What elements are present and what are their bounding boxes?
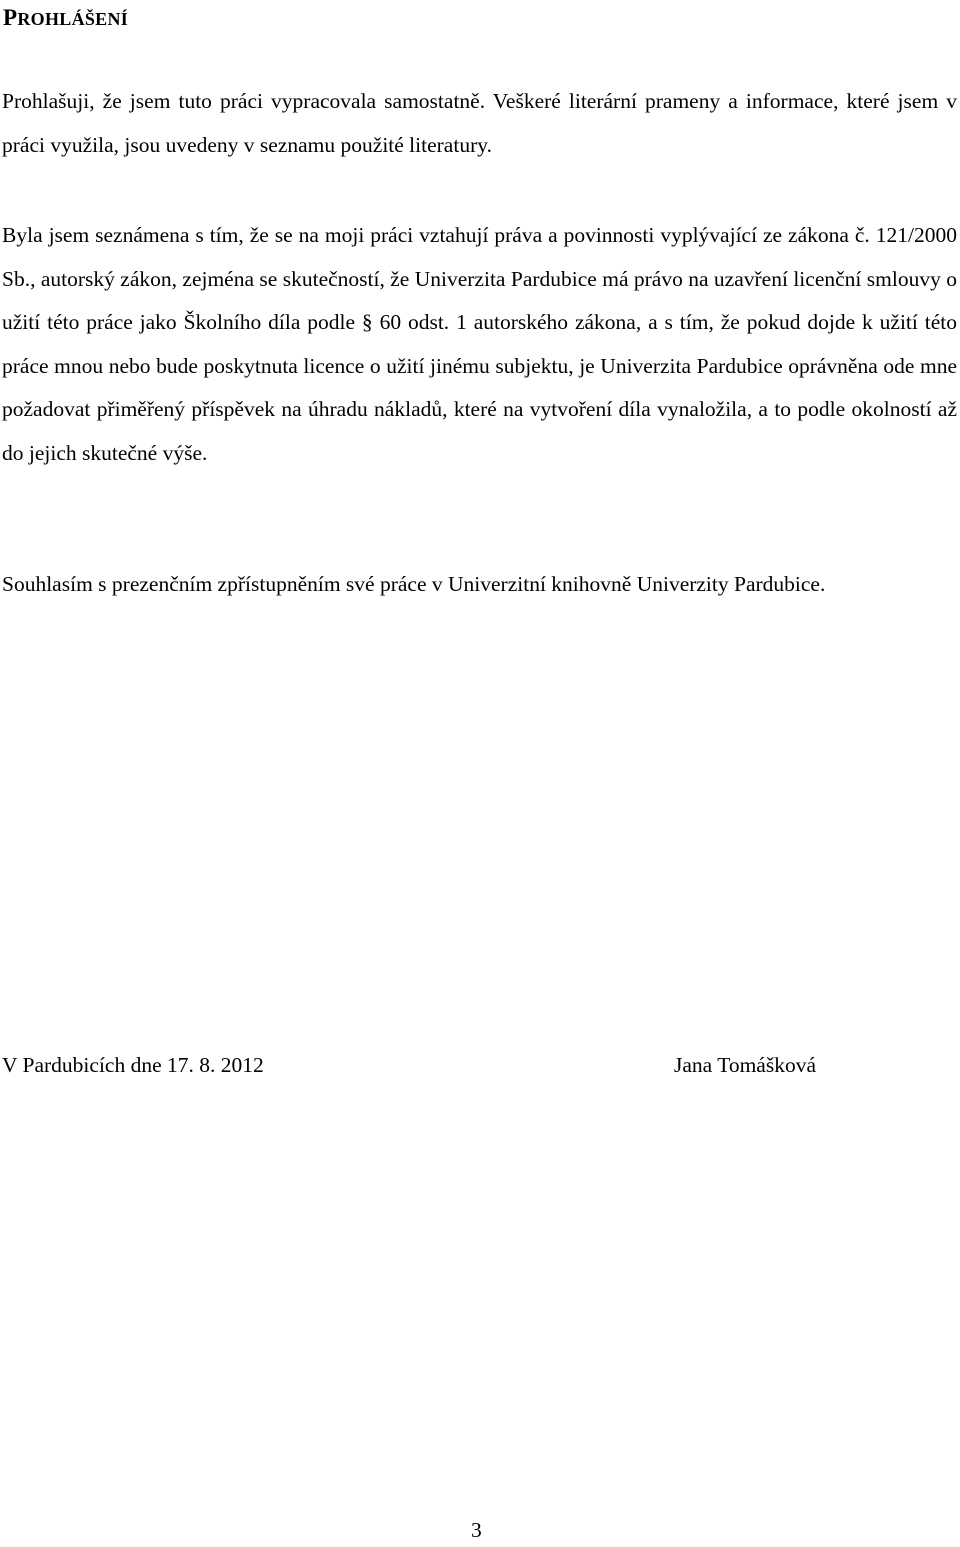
page-title-initial: P: [3, 5, 18, 30]
signature-name: Jana Tomášková: [674, 1053, 816, 1077]
declaration-paragraph-authorship: Prohlašuji, že jsem tuto práci vypracovala samostatně. Veškeré literární prameny a informace, které jsem v práci využila, jsou uvedeny v seznamu použité literatury.: [2, 89, 957, 157]
signature-place-date: V Pardubicích dne 17. 8. 2012: [2, 1053, 264, 1077]
declaration-paragraph-library-consent: Souhlasím s prezenčním zpřístupněním své práce v Univerzitní knihovně Univerzity Pardubice.: [2, 572, 826, 596]
declaration-paragraph-copyright: Byla jsem seznámena s tím, že se na moji práci vztahují práva a povinnosti vyplývající ze zákona č. 121/2000 Sb., autorský zákon, zejména se skutečností, že Univerzita Pardubice má právo na uzavření licenční smlouvy o užití této práce jako Školního díla podle § 60 odst. 1 autorského zákona, a s tím, že pokud dojde k užití této práce mnou nebo bude poskytnuta licence o užití jinému subjektu, je Univerzita Pardubice oprávněna ode mne požadovat přiměřený příspěvek na úhradu nákladů, které na vytvoření díla vynaložila, a to podle okolností až do jejich skutečné výše.: [2, 223, 957, 465]
page-title-rest: ROHLÁŠENÍ: [17, 9, 129, 29]
page-title: [3, 4, 128, 33]
page-number: 3: [471, 1518, 482, 1542]
